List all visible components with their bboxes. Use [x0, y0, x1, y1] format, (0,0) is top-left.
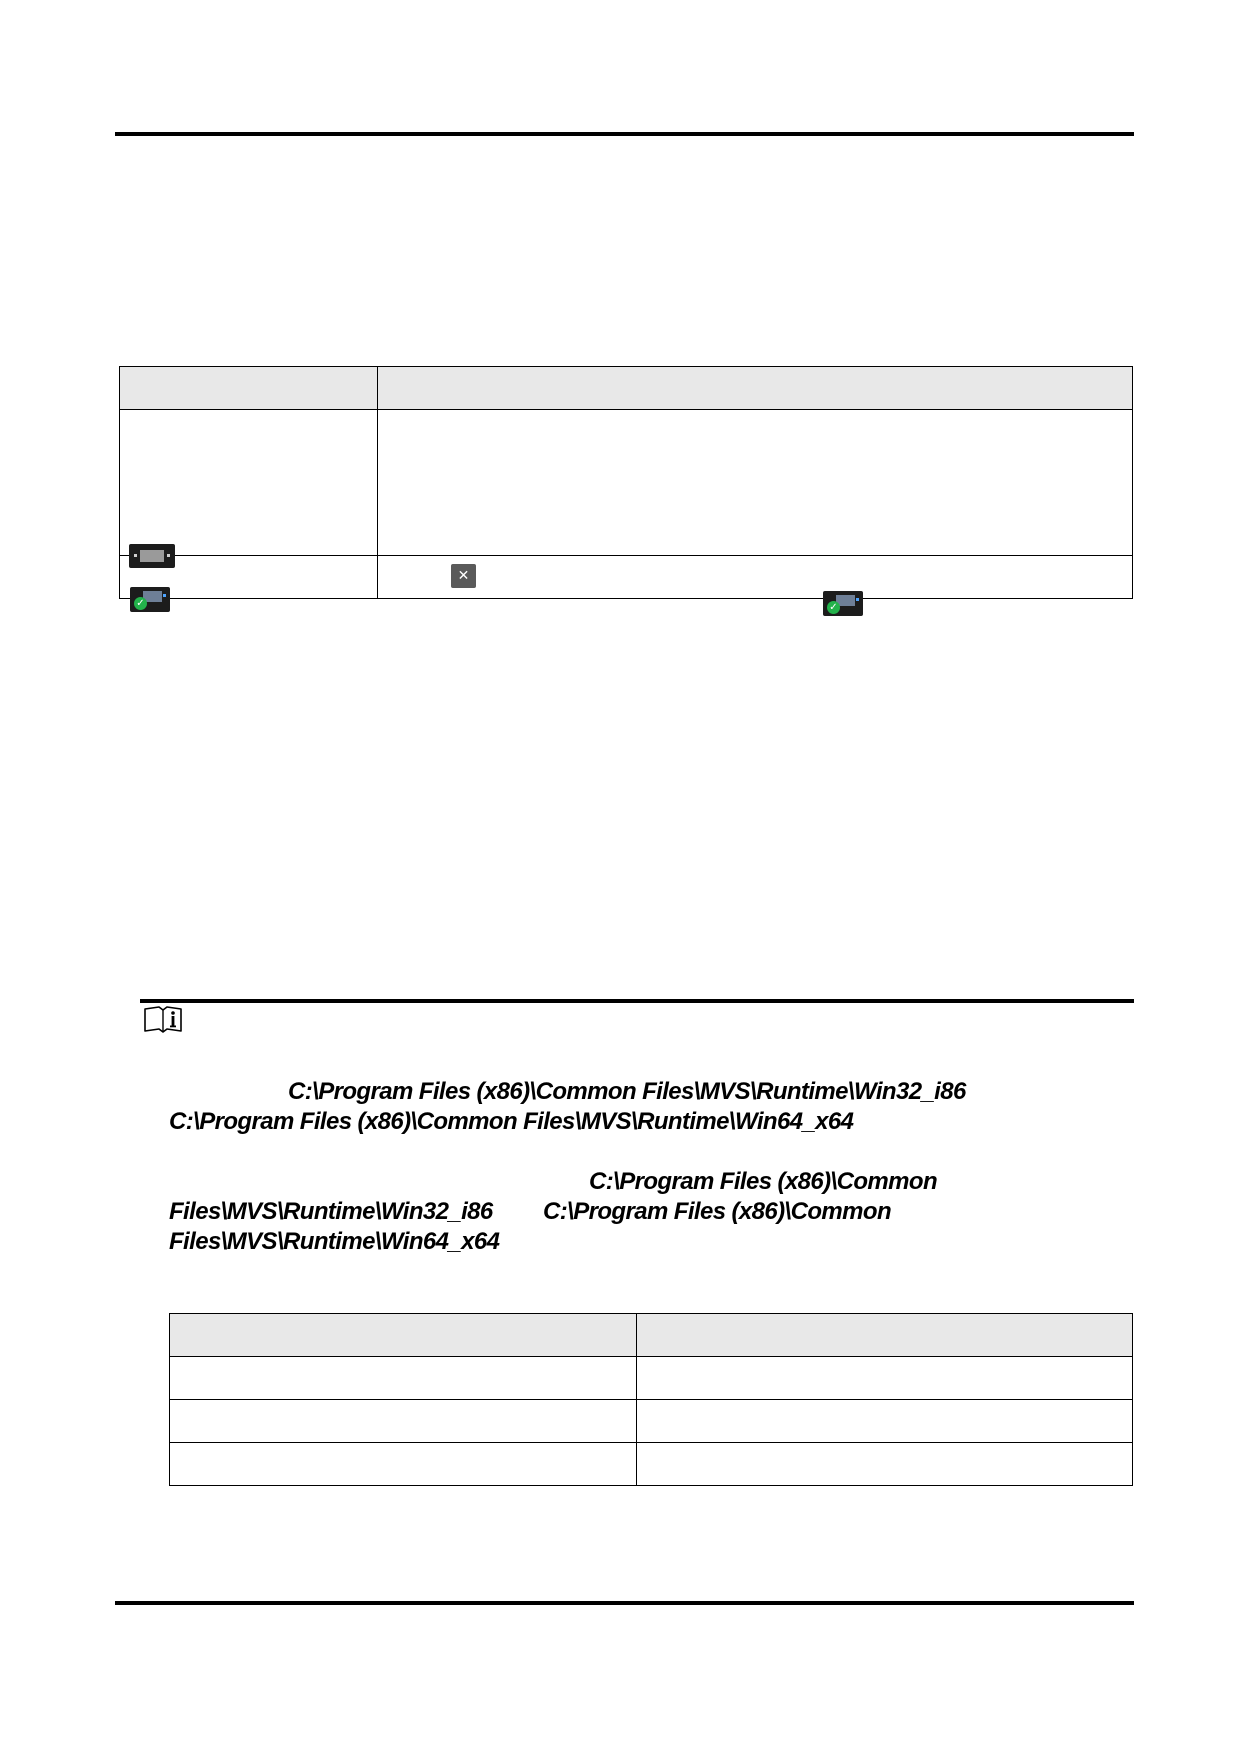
camera-connected-icon: ✓ — [130, 587, 170, 612]
table-header-cell — [120, 367, 378, 410]
table-row — [170, 1443, 1133, 1486]
table-row — [120, 556, 1133, 599]
table-header-cell — [637, 1314, 1133, 1357]
camera-connected-icon: ✓ — [823, 591, 863, 616]
table-cell — [637, 1400, 1133, 1443]
runtime-path-common-1: C:\Program Files (x86)\Common — [589, 1168, 938, 1195]
table-header-cell — [170, 1314, 637, 1357]
table-header-row — [120, 367, 1133, 410]
table-row — [170, 1357, 1133, 1400]
table-cell — [378, 556, 1133, 599]
disconnect-icon: ✕ — [451, 564, 476, 588]
header-rule — [115, 132, 1134, 136]
table-header-row — [170, 1314, 1133, 1357]
footer-rule — [115, 1601, 1134, 1605]
runtime-table — [169, 1313, 1133, 1486]
note-rule — [140, 999, 1134, 1003]
table-cell — [637, 1357, 1133, 1400]
note-info-icon — [143, 1005, 183, 1033]
camera-disconnected-icon — [129, 544, 175, 568]
runtime-path-win32: C:\Program Files (x86)\Common Files\MVS\Runtime\Win32_i86 — [288, 1078, 966, 1105]
table-cell — [637, 1443, 1133, 1486]
runtime-path-win64: C:\Program Files (x86)\Common Files\MVS\Runtime\Win64_x64 — [169, 1108, 854, 1135]
runtime-path-win32-2: Files\MVS\Runtime\Win32_i86 — [169, 1198, 493, 1225]
table-cell — [378, 410, 1133, 613]
table-header-cell — [378, 367, 1133, 410]
icon-status-table — [119, 366, 1133, 613]
runtime-path-win64-2: Files\MVS\Runtime\Win64_x64 — [169, 1228, 500, 1255]
table-cell — [120, 410, 378, 556]
table-row — [170, 1400, 1133, 1443]
table-cell — [170, 1443, 637, 1486]
runtime-path-common-2: C:\Program Files (x86)\Common — [543, 1198, 892, 1225]
table-cell — [170, 1357, 637, 1400]
table-row — [120, 410, 1133, 556]
table-cell — [170, 1400, 637, 1443]
